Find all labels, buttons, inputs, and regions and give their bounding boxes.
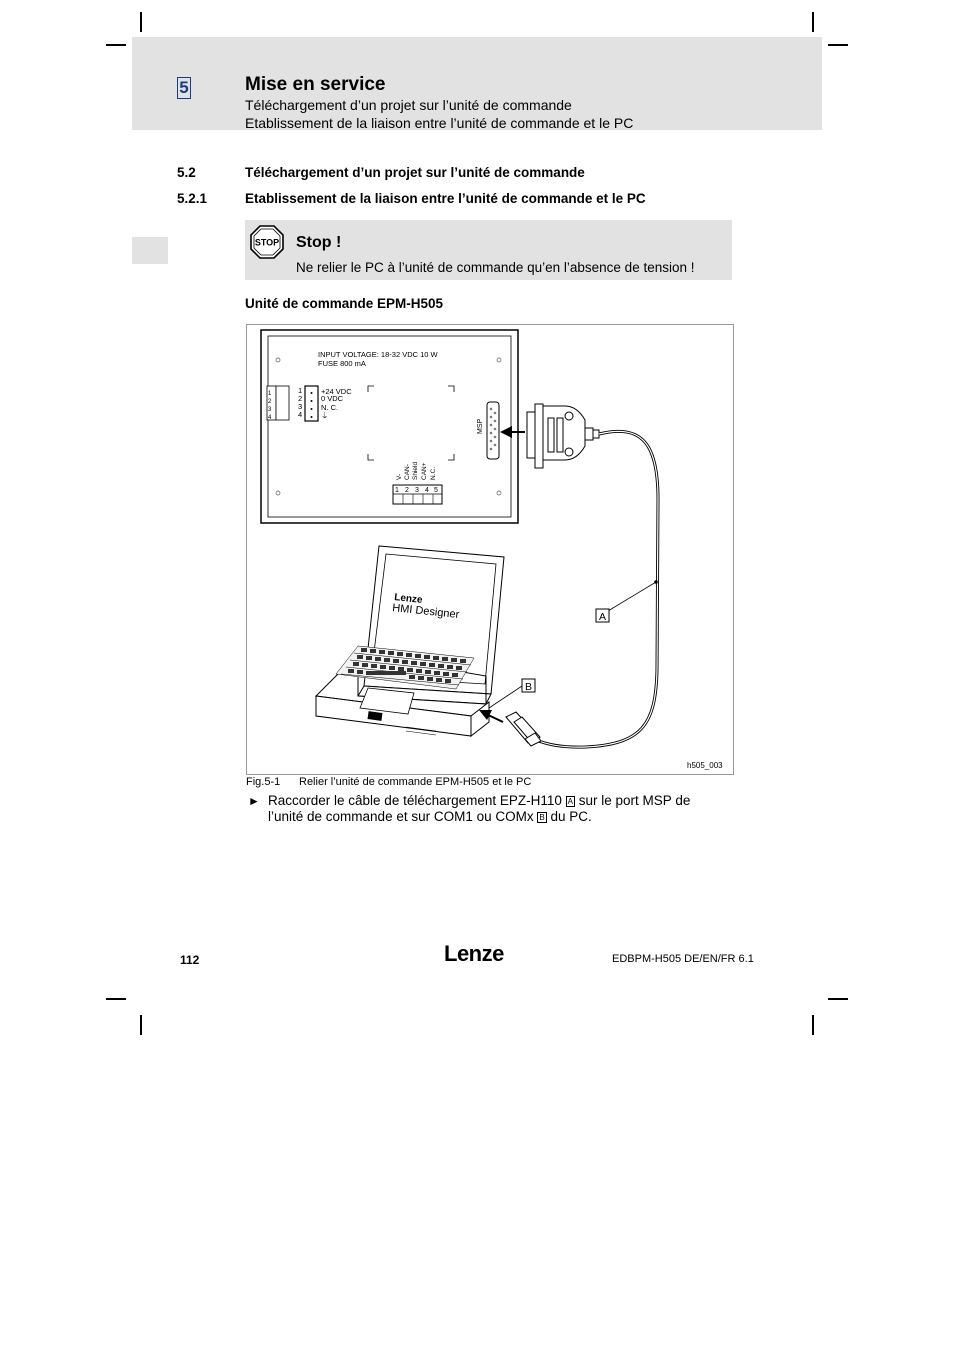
- crop-mark: [106, 44, 126, 46]
- can-label: CAN+: [421, 462, 428, 480]
- crop-mark: [828, 44, 848, 46]
- lenze-logo: Lenze: [444, 941, 504, 966]
- subsection-title: Etablissement de la liaison entre l’unité de commande et le PC: [245, 191, 646, 206]
- power-pin-label: ⏚: [321, 411, 329, 420]
- can-pin: 1: [395, 487, 399, 494]
- can-label: V-: [396, 473, 403, 480]
- section-title: Téléchargement d’un projet sur l’unité de commande: [245, 165, 585, 180]
- subsection-number: 5.2.1: [177, 191, 208, 206]
- crop-mark: [140, 12, 142, 32]
- unit-heading: Unité de commande EPM-H505: [245, 296, 444, 311]
- ref-b-box: B: [539, 812, 545, 822]
- instruction-line-1: [268, 793, 690, 808]
- power-pin-number: 3: [298, 402, 303, 411]
- db25-connector: [527, 404, 599, 468]
- instruction-line-2: [268, 809, 592, 824]
- laptop-brand: Lenze: [393, 592, 424, 606]
- side-pin: 3: [268, 407, 272, 413]
- crop-mark: [828, 998, 848, 1000]
- callout-a: A: [599, 611, 607, 623]
- bullet-icon: ►: [248, 794, 260, 808]
- crop-mark: [106, 998, 126, 1000]
- power-pin-label: 0 VDC: [321, 394, 344, 403]
- power-pin-label: +24 VDC: [321, 387, 352, 396]
- instruction-text: sur le port MSP de: [578, 793, 691, 808]
- ref-a-box: A: [567, 796, 574, 806]
- instruction-text: l’unité de commande et sur COM1 ou COMx: [268, 809, 534, 824]
- chapter-number: 5: [177, 77, 191, 99]
- panel-label-1: INPUT VOLTAGE: 18-32 VDC 10 W: [318, 350, 438, 359]
- section-number: 5.2: [177, 165, 196, 180]
- control-unit-inner: [268, 336, 511, 517]
- can-pin: 3: [415, 487, 419, 494]
- stop-icon-text: STOP: [254, 237, 280, 248]
- can-label: Shield: [412, 461, 419, 480]
- document-reference: EDBPM-H505 DE/EN/FR 6.1: [612, 953, 754, 965]
- crop-mark: [812, 1015, 814, 1035]
- stop-sign-icon: [250, 225, 284, 259]
- msp-label: MSP: [477, 418, 484, 434]
- db9-connector: [506, 712, 541, 746]
- instruction-text: Raccorder le câble de téléchargement EPZ-H110: [268, 793, 562, 808]
- connection-diagram: [246, 324, 734, 775]
- can-label: CAN-: [404, 464, 411, 480]
- can-pin: 4: [425, 487, 429, 494]
- can-pin: 5: [434, 487, 438, 494]
- callout-b: B: [525, 681, 533, 693]
- crop-mark: [140, 1015, 142, 1035]
- side-pin: 4: [268, 415, 272, 421]
- figure-caption-number: Fig.5-1: [246, 776, 281, 788]
- side-tab: [132, 237, 168, 264]
- power-pin-number: 4: [298, 410, 303, 419]
- stop-title: Stop !: [296, 234, 342, 251]
- can-pin: 2: [405, 487, 409, 494]
- chapter-title: Mise en service: [245, 74, 386, 95]
- can-label: N.C.: [430, 467, 437, 480]
- side-pin: 1: [268, 391, 272, 397]
- power-pin-number: 1: [298, 386, 303, 395]
- instruction-text: du PC.: [550, 809, 592, 824]
- chapter-subtitle-1: Téléchargement d’un projet sur l’unité de commande: [245, 97, 572, 113]
- power-pin-label: N. C.: [321, 403, 339, 412]
- figure-caption-text: Relier l’unité de commande EPM-H505 et le PC: [299, 776, 532, 788]
- power-pin-number: 2: [298, 394, 303, 403]
- laptop-screen-text: HMI Designer: [391, 602, 460, 622]
- chapter-subtitle-2: Etablissement de la liaison entre l’unité de commande et le PC: [245, 115, 634, 131]
- panel-label-2: FUSE 800 mA: [318, 359, 366, 368]
- page-number: 112: [180, 953, 200, 967]
- side-pin: 2: [268, 399, 272, 405]
- stop-text: Ne relier le PC à l’unité de commande qu’en l’absence de tension !: [296, 260, 695, 275]
- crop-mark: [812, 12, 814, 32]
- figure-id: h505_003: [687, 761, 723, 770]
